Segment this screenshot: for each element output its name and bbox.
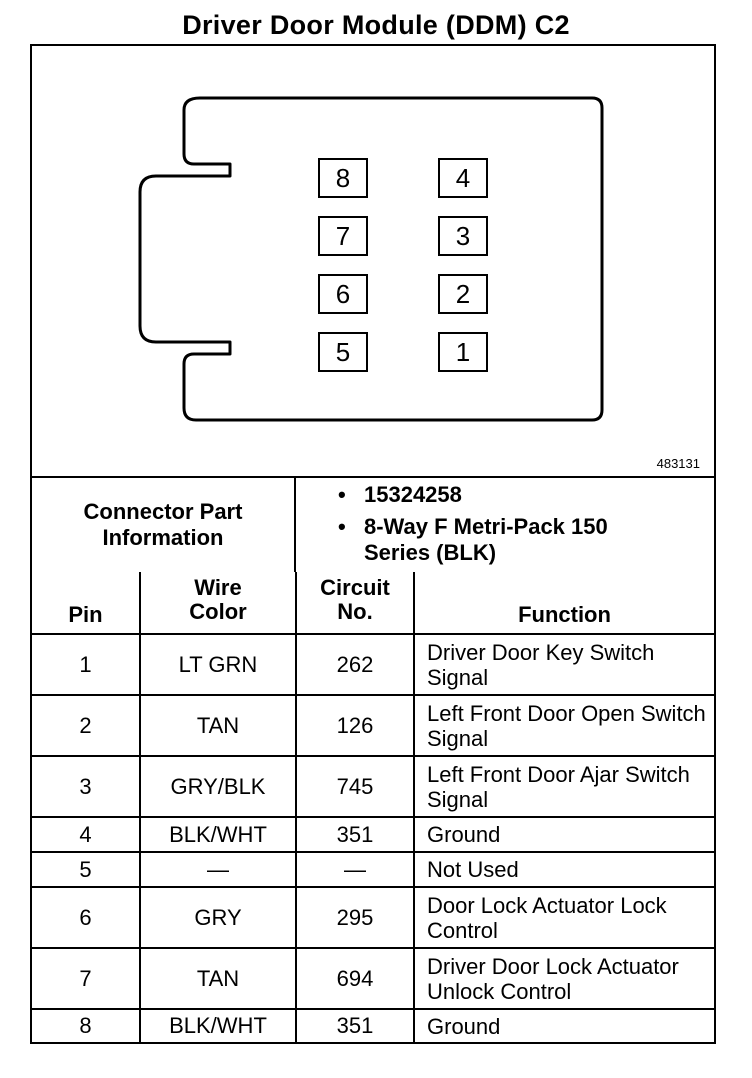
cell-function: Left Front Door Ajar Switch Signal <box>414 756 714 817</box>
table-row <box>32 817 714 852</box>
cell-function: Driver Door Key Switch Signal <box>414 634 714 695</box>
part-number: • 15324258 <box>296 482 714 508</box>
table-row <box>32 695 714 756</box>
cell-wire-color: BLK/WHT <box>140 1009 296 1042</box>
cell-pin: 4 <box>32 817 140 852</box>
header-pin: Pin <box>32 572 140 634</box>
connector-frame <box>30 44 716 1044</box>
cell-circuit: 351 <box>296 1009 414 1042</box>
figure-id: 483131 <box>656 456 700 471</box>
cell-wire-color: LT GRN <box>140 634 296 695</box>
table-row <box>32 852 714 887</box>
cell-pin: 6 <box>32 887 140 948</box>
cell-function: Door Lock Actuator Lock Control <box>414 887 714 948</box>
connector-info-section <box>32 476 714 572</box>
cell-function: Left Front Door Open Switch Signal <box>414 695 714 756</box>
connector-pin-6: 6 <box>318 274 368 314</box>
pinout-table <box>32 572 714 1042</box>
connector-pin-5: 5 <box>318 332 368 372</box>
cell-wire-color: BLK/WHT <box>140 817 296 852</box>
header-circuit-line1: Circuit <box>320 575 390 600</box>
cell-circuit: 351 <box>296 817 414 852</box>
cell-function: Not Used <box>414 852 714 887</box>
connector-outline-svg <box>32 46 714 476</box>
cell-function: Ground <box>414 1009 714 1042</box>
connector-pin-7: 7 <box>318 216 368 256</box>
connector-info-label <box>32 478 296 572</box>
cell-circuit: 694 <box>296 948 414 1009</box>
connector-info-list <box>296 482 714 572</box>
header-circuit-no <box>296 572 414 634</box>
cell-circuit: 745 <box>296 756 414 817</box>
cell-wire-color: GRY/BLK <box>140 756 296 817</box>
connector-info-label-line2: Information <box>102 525 224 550</box>
connector-diagram <box>32 46 714 476</box>
table-row <box>32 1009 714 1042</box>
header-function: Function <box>414 572 714 634</box>
table-row <box>32 887 714 948</box>
page-title: Driver Door Module (DDM) C2 <box>182 10 570 40</box>
cell-circuit: 262 <box>296 634 414 695</box>
cell-circuit: 126 <box>296 695 414 756</box>
cell-pin: 8 <box>32 1009 140 1042</box>
cell-pin: 5 <box>32 852 140 887</box>
cell-wire-color: GRY <box>140 887 296 948</box>
cell-wire-color: TAN <box>140 695 296 756</box>
header-wire-line1: Wire <box>194 575 242 600</box>
table-header-row <box>32 572 714 634</box>
header-circuit-line2: No. <box>337 599 373 624</box>
cell-wire-color: TAN <box>140 948 296 1009</box>
cell-circuit: 295 <box>296 887 414 948</box>
header-wire-color <box>140 572 296 634</box>
cell-pin: 1 <box>32 634 140 695</box>
connector-pin-2: 2 <box>438 274 488 314</box>
connector-type: • 8-Way F Metri-Pack 150 Series (BLK) <box>296 514 624 566</box>
cell-pin: 7 <box>32 948 140 1009</box>
connector-pin-4: 4 <box>438 158 488 198</box>
header-wire-line2: Color <box>189 599 247 624</box>
cell-wire-color: — <box>140 852 296 887</box>
connector-pin-1: 1 <box>438 332 488 372</box>
cell-function: Driver Door Lock Actuator Unlock Control <box>414 948 714 1009</box>
cell-circuit: — <box>296 852 414 887</box>
cell-pin: 2 <box>32 695 140 756</box>
table-row <box>32 756 714 817</box>
connector-housing-outline <box>140 98 602 420</box>
connector-pin-3: 3 <box>438 216 488 256</box>
table-row <box>32 634 714 695</box>
table-row <box>32 948 714 1009</box>
cell-function: Ground <box>414 817 714 852</box>
connector-pin-8: 8 <box>318 158 368 198</box>
cell-pin: 3 <box>32 756 140 817</box>
connector-info-label-line1: Connector Part <box>83 499 243 524</box>
